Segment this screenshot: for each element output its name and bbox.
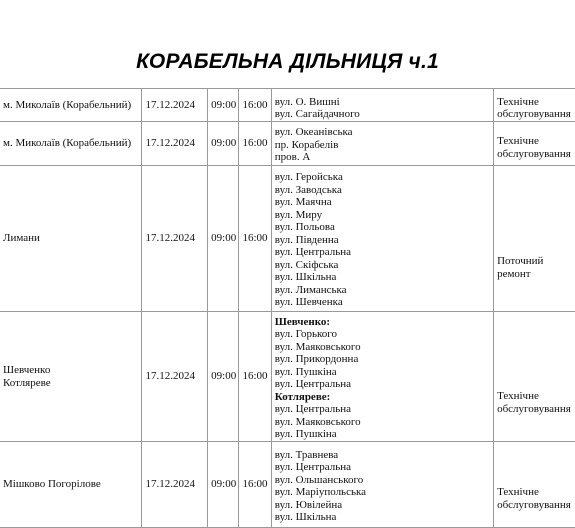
settlement-cell: м. Миколаїв (Корабельний) (0, 89, 142, 122)
work-type-cell (494, 89, 575, 122)
settlement-cell (0, 312, 142, 442)
start-time-cell: 09:00 (208, 442, 239, 528)
street-item: вул. Центральна (274, 461, 352, 473)
work-type-cell (494, 122, 575, 166)
work-type-line: Технічне (497, 95, 539, 108)
settlement-cell: Мішково Погорілове (0, 442, 142, 528)
streets-cell (271, 122, 493, 166)
street-item: вул. Лиманська (274, 283, 347, 296)
start-time-cell: 09:00 (208, 122, 239, 166)
work-type-line: Технічне (497, 390, 539, 402)
street-item: вул. Південна (274, 233, 339, 246)
end-time-cell: 16:00 (239, 166, 271, 312)
table-row (0, 312, 575, 442)
street-item: вул. Миру (274, 208, 323, 221)
street-item: вул. Океанівська (274, 126, 353, 139)
street-item: вул. Центральна (274, 246, 352, 259)
street-item: вул. Шевченка (274, 296, 343, 309)
street-item: вул. О. Вишні (274, 95, 340, 108)
street-item: вул. Травнева (274, 448, 339, 461)
table-row (0, 442, 575, 528)
page-title: КОРАБЕЛЬНА ДІЛЬНИЦЯ ч.1 (136, 50, 439, 73)
street-item: вул. Шкільна (274, 511, 337, 523)
street-item: вул. Горького (274, 328, 338, 340)
street-item: вул. Центральна (274, 378, 352, 390)
street-item: вул. Пушкіна (274, 428, 337, 440)
settlement-cell: Лимани (0, 166, 142, 312)
settlement-cell: м. Миколаїв (Корабельний) (0, 122, 142, 166)
date-cell: 17.12.2024 (142, 312, 208, 442)
village-heading: Шевченко: (274, 315, 331, 328)
end-time-cell: 16:00 (239, 122, 271, 166)
street-item: вул. Маяковського (274, 340, 361, 353)
street-item: вул. Ольшанського (274, 473, 364, 486)
street-item: вул. Пушкіна (274, 365, 337, 378)
work-type-line: ремонт (497, 267, 531, 280)
street-item: вул. Маріупольська (274, 486, 367, 498)
work-type-cell (494, 442, 575, 528)
work-type-line: Технічне (497, 135, 539, 147)
streets-cell (271, 442, 493, 528)
street-item: вул. Польова (274, 221, 335, 234)
date-cell: 17.12.2024 (142, 122, 208, 166)
start-time-cell: 09:00 (208, 89, 239, 122)
streets-cell (271, 166, 493, 312)
start-time-cell: 09:00 (208, 312, 239, 442)
table-row (0, 89, 575, 122)
table-row (0, 166, 575, 312)
work-type-cell (494, 166, 575, 312)
street-item: вул. Маяковського (274, 415, 361, 428)
outage-schedule-table (0, 88, 575, 528)
work-type-line: обслуговування (497, 108, 571, 120)
village-heading: Котляреве: (274, 390, 331, 403)
work-type-line: Технічне (497, 486, 539, 498)
work-type-line: Поточний (497, 255, 544, 267)
street-item: вул. Центральна (274, 403, 352, 415)
street-item: вул. Геройська (274, 171, 343, 184)
street-item: вул. Прикордонна (274, 353, 359, 365)
street-item: вул. Сагайдачного (274, 108, 360, 120)
streets-cell (271, 89, 493, 122)
work-type-line: обслуговування (497, 147, 571, 160)
end-time-cell: 16:00 (239, 89, 271, 122)
end-time-cell: 16:00 (239, 442, 271, 528)
date-cell: 17.12.2024 (142, 442, 208, 528)
street-item: вул. Шкільна (274, 271, 337, 284)
street-item: вул. Скіфська (274, 258, 339, 271)
streets-cell (271, 312, 493, 442)
work-type-cell (494, 312, 575, 442)
end-time-cell: 16:00 (239, 312, 271, 442)
settlement-line: Котляреве (3, 376, 51, 389)
street-item: пр. Корабелів (274, 138, 339, 151)
street-item: пров. А (274, 151, 311, 164)
street-item: вул. Заводська (274, 183, 342, 196)
date-cell: 17.12.2024 (142, 166, 208, 312)
work-type-line: обслуговування (497, 402, 571, 415)
date-cell: 17.12.2024 (142, 89, 208, 122)
table-row (0, 122, 575, 166)
street-item: вул. Маячна (274, 196, 332, 209)
start-time-cell: 09:00 (208, 166, 239, 312)
settlement-line: Шевченко (3, 364, 51, 376)
street-item: вул. Ювілейна (274, 498, 343, 511)
work-type-line: обслуговування (497, 498, 571, 511)
